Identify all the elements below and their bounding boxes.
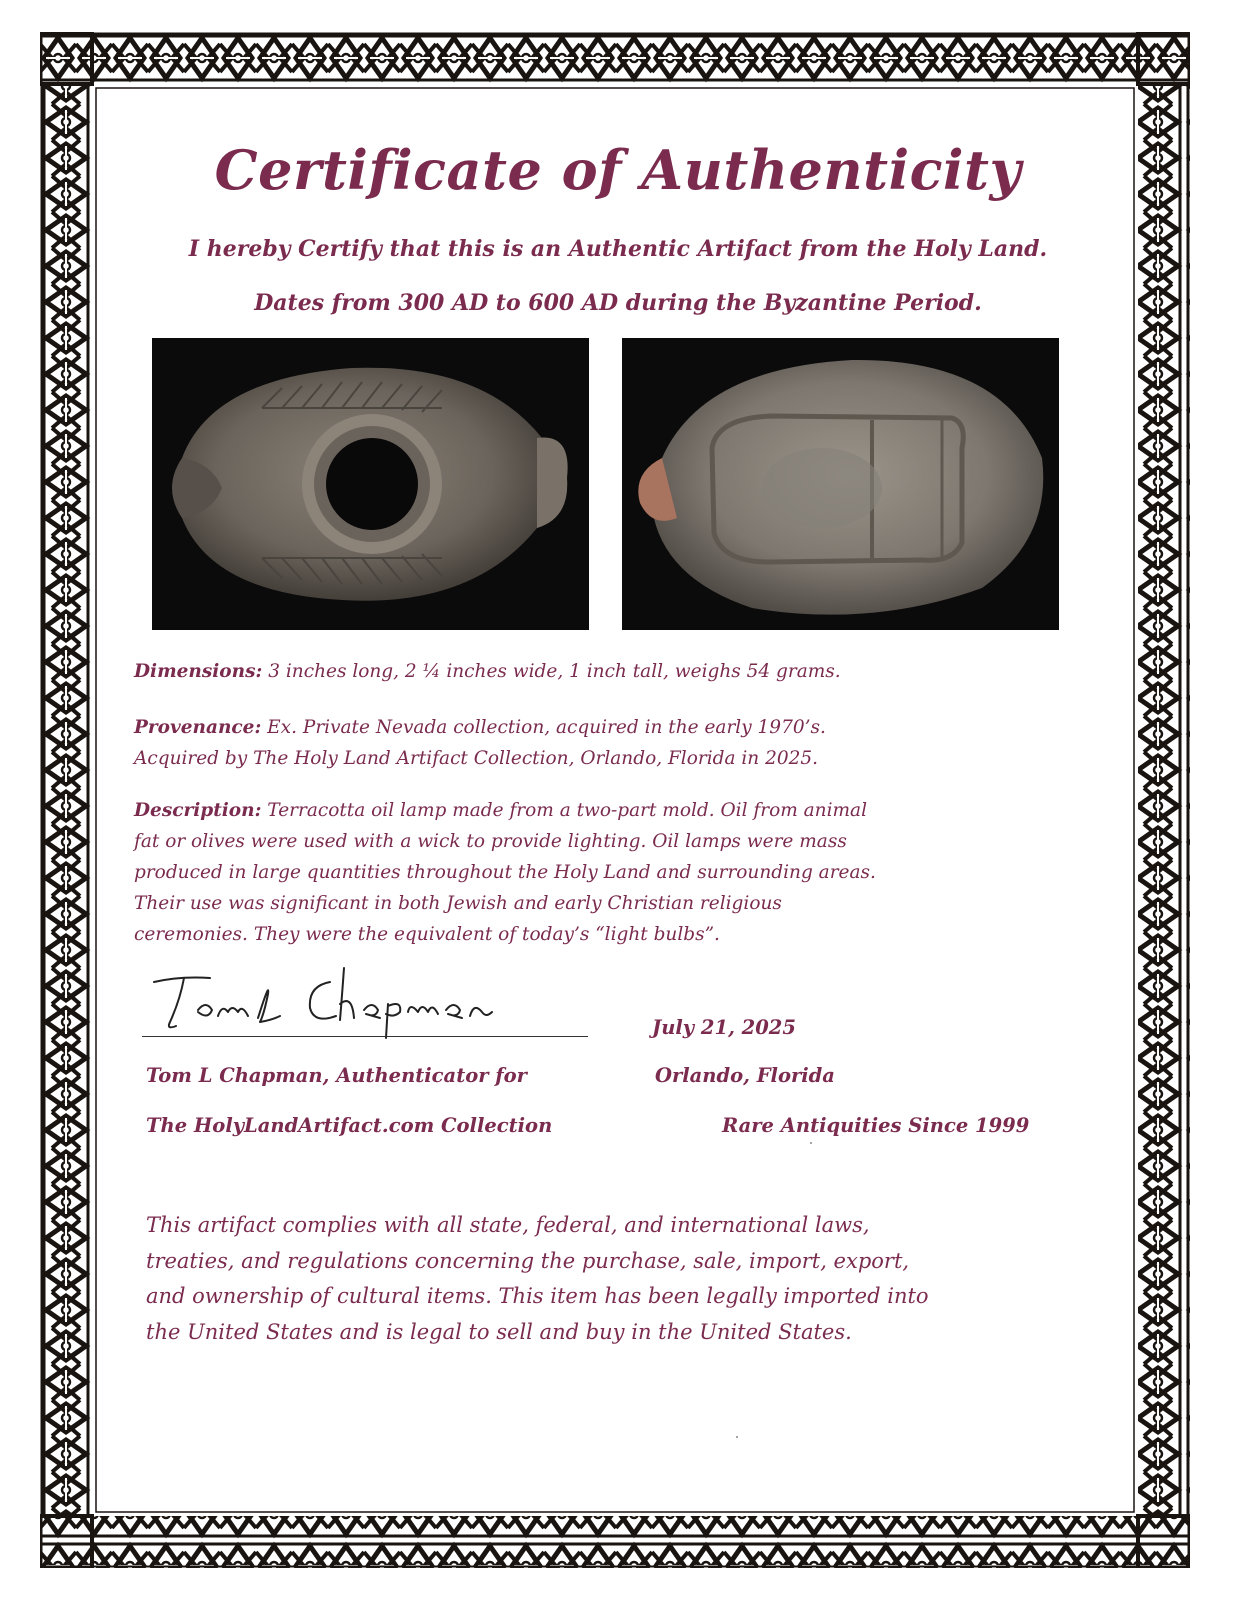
- authenticator-name: Tom L Chapman, Authenticator for: [146, 1064, 527, 1087]
- certify-statement: I hereby Certify that this is an Authentic Artifact from the Holy Land.: [188, 236, 1048, 262]
- company-tagline: Rare Antiquities Since 1999: [722, 1114, 1030, 1137]
- provenance-label: Provenance:: [134, 717, 262, 738]
- description-line: Their use was significant in both Jewish and early Christian religious: [134, 893, 782, 914]
- legal-line: This artifact complies with all state, federal, and international laws,: [146, 1213, 870, 1237]
- description-label: Description:: [134, 800, 262, 821]
- handwritten-signature: [140, 960, 590, 1040]
- legal-line: and ownership of cultural items. This item has been legally imported into: [146, 1284, 929, 1308]
- provenance-line: Ex. Private Nevada collection, acquired in the early 1970’s.: [267, 717, 826, 738]
- description-line: ceremonies. They were the equivalent of today’s “light bulbs”.: [134, 924, 720, 945]
- provenance-line: Acquired by The Holy Land Artifact Collection, Orlando, Florida in 2025.: [134, 748, 819, 769]
- certificate-title: Certificate of Authenticity: [214, 138, 1022, 202]
- dating-statement: Dates from 300 AD to 600 AD during the Byzantine Period.: [254, 290, 982, 316]
- description-line: produced in large quantities throughout the Holy Land and surrounding areas.: [134, 862, 876, 883]
- legal-line: treaties, and regulations concerning the purchase, sale, import, export,: [146, 1248, 910, 1273]
- paper-speck: [810, 1142, 812, 1144]
- dimensions-label: Dimensions:: [134, 661, 263, 682]
- signature-line: [142, 1036, 588, 1037]
- legal-line: the United States and is legal to sell and buy in the United States.: [146, 1319, 852, 1344]
- paper-speck: [736, 1436, 738, 1438]
- lamp-top-view-photo: [152, 338, 589, 630]
- description-section: [134, 795, 1114, 950]
- lamp-bottom-view-photo: [622, 338, 1059, 630]
- description-line: Terracotta oil lamp made from a two-part mold. Oil from animal: [267, 800, 867, 821]
- provenance-section: [134, 712, 1114, 774]
- certificate-date: July 21, 2025: [652, 1016, 796, 1039]
- description-line: fat or olives were used with a wick to provide lighting. Oil lamps were mass: [134, 831, 847, 852]
- dimensions-section: [134, 656, 1114, 687]
- dimensions-text: 3 inches long, 2 ¼ inches wide, 1 inch tall, weighs 54 grams.: [268, 661, 841, 682]
- legal-compliance-statement: [146, 1208, 1126, 1350]
- collection-name: The HolyLandArtifact.com Collection: [146, 1114, 553, 1137]
- certificate-location: Orlando, Florida: [655, 1064, 835, 1087]
